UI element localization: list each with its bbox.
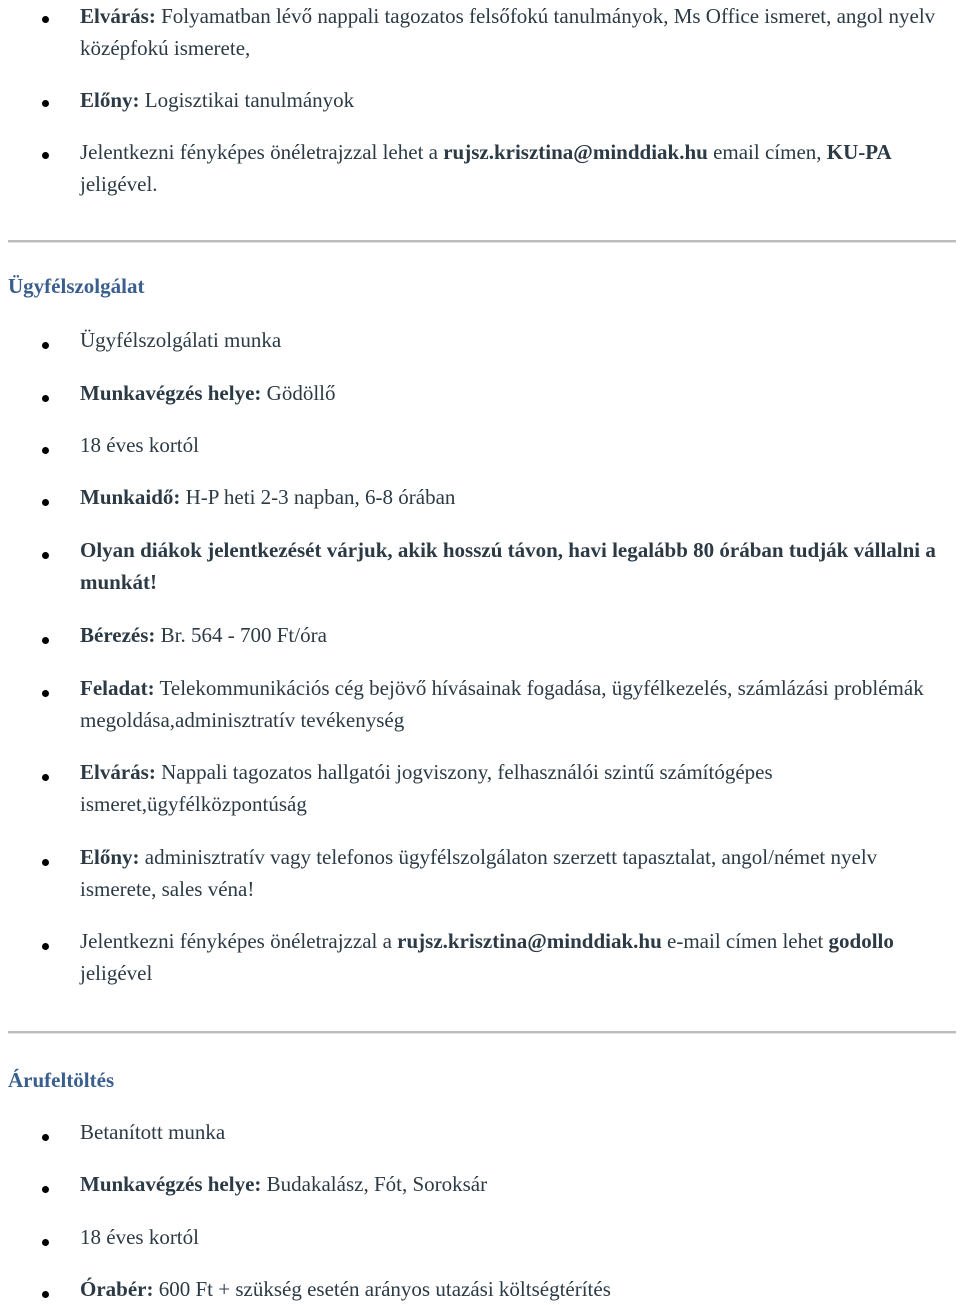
field-label: Munkavégzés helye: xyxy=(80,381,262,405)
divider xyxy=(8,240,956,243)
bullet-icon xyxy=(42,774,49,781)
email-address: rujsz.krisztina@minddiak.hu xyxy=(443,140,708,164)
section-heading: Árufeltöltés xyxy=(8,1068,115,1092)
bullet-icon xyxy=(42,552,49,559)
bullet-icon xyxy=(42,1291,49,1298)
field-label: Feladat: xyxy=(80,676,155,700)
code-word: godollo xyxy=(828,929,894,953)
field-label: Olyan diákok jelentkezését várjuk, akik hosszú távon, havi legalább 80 órában tudják vállalni a munkát! xyxy=(80,538,936,594)
field-label: Előny: xyxy=(80,845,140,869)
apply-text: jeligével. xyxy=(80,172,158,196)
apply-text: e-mail címen lehet xyxy=(661,929,829,953)
apply-text: Jelentkezni fényképes önéletrajzzal lehet a xyxy=(80,140,444,164)
bullet-icon xyxy=(42,100,49,107)
bullet-icon xyxy=(42,943,49,950)
field-value: 18 éves kortól xyxy=(80,433,199,457)
field-value: Logisztikai tanulmányok xyxy=(139,88,355,112)
bullet-icon xyxy=(42,859,49,866)
bullet-icon xyxy=(42,690,49,697)
field-label: Munkavégzés helye: xyxy=(80,1172,262,1196)
bullet-icon xyxy=(42,1134,49,1141)
bullet-icon xyxy=(42,637,49,644)
field-label: Munkaidő: xyxy=(80,485,181,509)
field-label: Elvárás: xyxy=(80,760,156,784)
field-value: adminisztratív vagy telefonos ügyfélszolgálaton szerzett tapasztalat, angol/német nyelv ismerete, sales véna! xyxy=(80,845,878,901)
email-address: rujsz.krisztina@minddiak.hu xyxy=(397,929,662,953)
field-value: Br. 564 - 700 Ft/óra xyxy=(155,623,327,647)
bullet-icon xyxy=(42,342,49,349)
field-value: Budakalász, Fót, Soroksár xyxy=(261,1172,488,1196)
field-value: Gödöllő xyxy=(261,381,336,405)
field-label: Elvárás: xyxy=(80,4,156,28)
divider xyxy=(8,1031,956,1034)
bullet-icon xyxy=(42,1239,49,1246)
bullet-icon xyxy=(42,447,49,454)
field-label: Előny: xyxy=(80,88,140,112)
bullet-icon xyxy=(42,1186,49,1193)
bullet-icon xyxy=(42,499,49,506)
field-value: 600 Ft + szükség esetén arányos utazási költségtérítés xyxy=(153,1277,611,1301)
field-value: 18 éves kortól xyxy=(80,1225,199,1249)
field-value: Ügyfélszolgálati munka xyxy=(80,328,282,352)
code-word: KU-PA xyxy=(826,140,892,164)
field-value: H-P heti 2-3 napban, 6-8 órában xyxy=(180,485,456,509)
apply-text: email címen, xyxy=(707,140,827,164)
field-value: Nappali tagozatos hallgatói jogviszony, felhasználói szintű számítógépes ismeret,ügyfélközpontúság xyxy=(80,760,773,816)
field-value: Betanított munka xyxy=(80,1120,226,1144)
apply-text: Jelentkezni fényképes önéletrajzzal a xyxy=(80,929,398,953)
field-label: Bérezés: xyxy=(80,623,156,647)
field-value: Telekommunikációs cég bejövő hívásainak fogadása, ügyfélkezelés, számlázási problémák megoldása,adminisztratív tevékenység xyxy=(80,676,924,732)
section-heading: Ügyfélszolgálat xyxy=(8,274,145,298)
bullet-icon xyxy=(42,152,49,159)
field-label: Órabér: xyxy=(80,1277,154,1301)
field-value: Folyamatban lévő nappali tagozatos felsőfokú tanulmányok, Ms Office ismeret, angol nyelv középfokú ismerete, xyxy=(80,4,936,60)
apply-text: jeligével xyxy=(80,961,153,985)
bullet-icon xyxy=(42,395,49,402)
bullet-icon xyxy=(42,16,49,23)
